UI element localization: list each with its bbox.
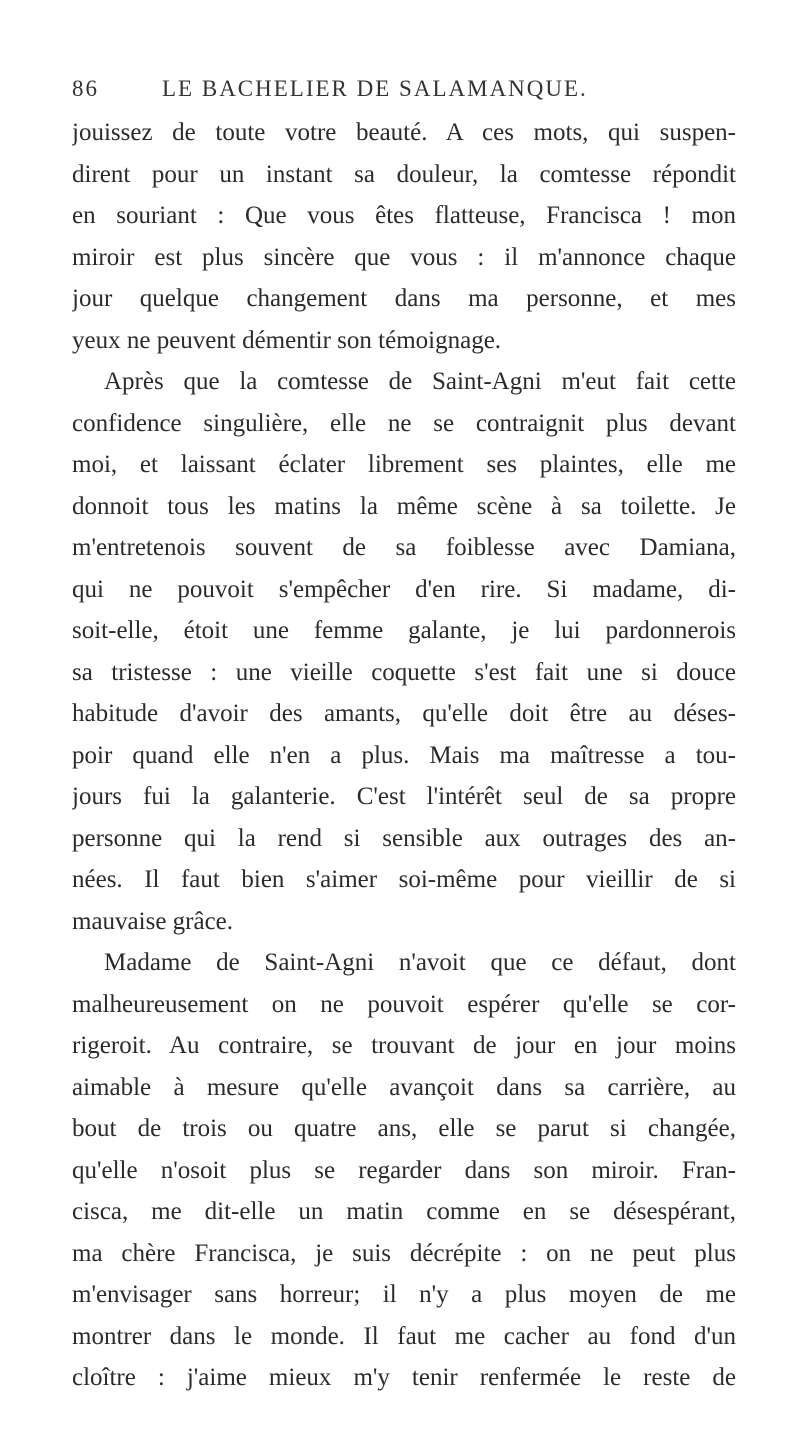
text-line: jour quelque changement dans ma personne, et mes bbox=[72, 285, 736, 312]
text-line: habitude d'avoir des amants, qu'elle doit être au déses- bbox=[72, 700, 736, 727]
text-line: montrer dans le monde. Il faut me cacher au fond d'un bbox=[72, 1322, 736, 1350]
text-line: poir quand elle n'en a plus. Mais ma maîtresse a tou- bbox=[72, 741, 736, 769]
text-line: Après que la comtesse de Saint-Agni m'eut fait cette bbox=[104, 368, 736, 395]
text-line: bout de trois ou quatre ans, elle se parut si changée, bbox=[72, 1115, 736, 1142]
text-line: rigeroit. Au contraire, se trouvant de jour en jour moins bbox=[72, 1032, 736, 1059]
text-line: nées. Il faut bien s'aimer soi-même pour vieillir de si bbox=[72, 866, 736, 893]
text-line: soit-elle, étoit une femme galante, je lui pardonnerois bbox=[72, 617, 736, 644]
text-line: aimable à mesure qu'elle avançoit dans sa carrière, au bbox=[72, 1073, 736, 1101]
text-line: m'entretenois souvent de sa foiblesse avec Damiana, bbox=[72, 534, 736, 561]
text-line: miroir est plus sincère que vous : il m'annonce chaque bbox=[72, 243, 736, 271]
text-line: jouissez de toute votre beauté. A ces mots, qui suspen- bbox=[72, 119, 736, 146]
text-line: yeux ne peuvent démentir son témoignage. bbox=[72, 326, 502, 354]
text-line: m'envisager sans horreur; il n'y a plus moyen de me bbox=[72, 1281, 736, 1308]
text-line: malheureusement on ne pouvoit espérer qu'elle se cor- bbox=[72, 990, 736, 1018]
body-text bbox=[72, 112, 736, 1399]
page-header bbox=[72, 76, 732, 108]
text-line: personne qui la rend si sensible aux outrages des an- bbox=[72, 824, 736, 852]
text-line: Madame de Saint-Agni n'avoit que ce défaut, dont bbox=[104, 949, 736, 976]
text-line: jours fui la galanterie. C'est l'intérêt seul de sa propre bbox=[72, 783, 736, 810]
text-line: qu'elle n'osoit plus se regarder dans son miroir. Fran- bbox=[72, 1156, 736, 1184]
text-line: donnoit tous les matins la même scène à sa toilette. Je bbox=[72, 492, 736, 520]
text-line: qui ne pouvoit s'empêcher d'en rire. Si madame, di- bbox=[72, 575, 736, 603]
text-line: en souriant : Que vous êtes flatteuse, Francisca ! mon bbox=[72, 202, 736, 229]
text-line: dirent pour un instant sa douleur, la comtesse répondit bbox=[72, 160, 736, 188]
text-line: ma chère Francisca, je suis décrépite : on ne peut plus bbox=[72, 1239, 736, 1267]
text-line: sa tristesse : une vieille coquette s'est fait une si douce bbox=[72, 658, 736, 686]
page-number: 86 bbox=[72, 76, 99, 101]
text-line: cisca, me dit-elle un matin comme en se désespérant, bbox=[72, 1198, 736, 1225]
text-line: mauvaise grâce. bbox=[72, 907, 234, 935]
text-line: confidence singulière, elle ne se contraignit plus devant bbox=[72, 409, 736, 437]
text-line: moi, et laissant éclater librement ses plaintes, elle me bbox=[72, 451, 736, 478]
running-title: LE BACHELIER DE SALAMANQUE. bbox=[162, 76, 588, 101]
text-line: cloître : j'aime mieux m'y tenir renfermée le reste de bbox=[72, 1364, 736, 1391]
